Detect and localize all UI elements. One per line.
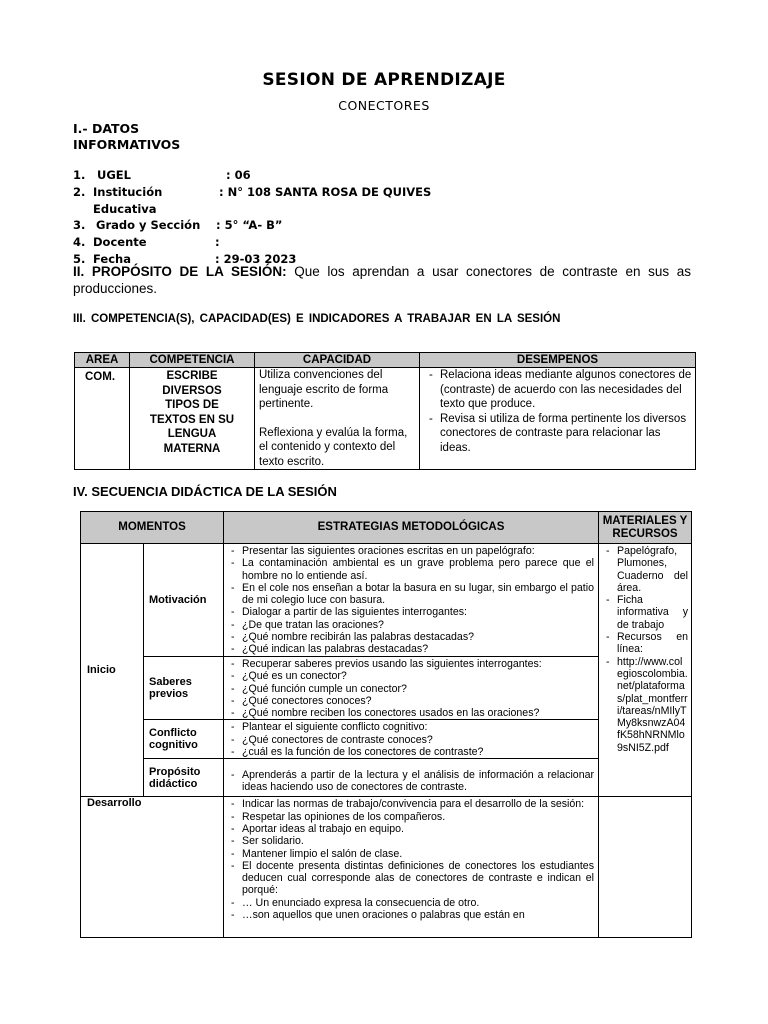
section-1-heading: I.- DATOS INFORMATIVOS bbox=[73, 121, 181, 152]
info-label: Institución Educativa bbox=[93, 184, 163, 216]
info-value: : 5° “A- B” bbox=[216, 218, 283, 233]
inicio-label: Inicio bbox=[81, 544, 144, 797]
conflicto-item: - Plantear el siguiente conflicto cognitivo: bbox=[224, 721, 594, 733]
motivacion-content bbox=[224, 544, 599, 657]
info-label: UGEL bbox=[97, 168, 131, 182]
section-3-heading: III. COMPETENCIA(S), CAPACIDAD(ES) E INDICADORES A TRABAJAR EN LA SESIÓN bbox=[73, 313, 561, 325]
info-list bbox=[73, 167, 431, 268]
conflicto-content bbox=[224, 720, 599, 759]
conflicto-item: - ¿Qué conectores de contraste conoces? bbox=[224, 734, 594, 746]
motivacion-item: - ¿De que tratan las oraciones? bbox=[224, 619, 594, 631]
materiales-cell bbox=[599, 544, 692, 797]
info-item-docente bbox=[73, 234, 431, 251]
info-value: : 06 bbox=[226, 168, 251, 182]
desarrollo-item: - Ser solidario. bbox=[224, 835, 594, 847]
saberes-item: - ¿Qué función cumple un conector? bbox=[224, 683, 594, 695]
col-materiales-header: MATERIALES Y RECURSOS bbox=[599, 512, 692, 544]
saberes-label: Saberes previos bbox=[144, 657, 224, 720]
info-num: 3. bbox=[73, 218, 86, 233]
document-title: SESION DE APRENDIZAJE bbox=[262, 70, 506, 90]
motivacion-item: - ¿Qué nombre recibirán las palabras destacadas? bbox=[224, 631, 594, 643]
competencia-cell: ESCRIBE DIVERSOS TIPOS DE TEXTOS EN SU LENGUA MATERNA bbox=[130, 368, 255, 470]
col-area-header: AREA bbox=[75, 353, 130, 368]
capacidad-2: Reflexiona y evalúa la forma, el contenido y contexto del texto escrito. bbox=[259, 426, 408, 468]
desarrollo-label: Desarrollo bbox=[81, 797, 224, 938]
material-link[interactable]: - http://www.colegioscolombia.net/plataformas/plat_montferri/tareas/nMIlyTMy8ksnwzA04fK58hNRNMlo9sNI5Z.pdf bbox=[599, 656, 688, 754]
info-label: Docente bbox=[93, 235, 147, 250]
desarrollo-item: - El docente presenta distintas definiciones de conectores los estudiantes deducen cual corresponde alas de conectores de contraste e indican el porqué: bbox=[224, 860, 594, 897]
col-desempenos-header: DESEMPENOS bbox=[420, 353, 696, 368]
saberes-item: - ¿Qué nombre reciben los conectores usados en las oraciones? bbox=[224, 707, 594, 719]
capacidad-1: Utiliza convenciones del lenguaje escrito de forma pertinente. bbox=[259, 369, 389, 410]
desarrollo-content bbox=[224, 797, 599, 938]
motivacion-item: - En el cole nos enseñan a botar la basura en su lugar, sin embargo el patio de mi colegio luce con basura. bbox=[224, 582, 594, 607]
desarrollo-item: - Aportar ideas al trabajo en equipo. bbox=[224, 823, 594, 835]
info-num: 1. bbox=[73, 168, 86, 182]
material-item: - Papelógrafo, Plumones, Cuaderno del área. bbox=[599, 545, 688, 594]
col-competencia-header: COMPETENCIA bbox=[130, 353, 255, 368]
col-capacidad-header: CAPACIDAD bbox=[255, 353, 420, 368]
proposito-content bbox=[224, 759, 599, 797]
info-num: 4. bbox=[73, 235, 86, 250]
info-label: Grado y Sección bbox=[96, 218, 201, 233]
competencias-table bbox=[74, 352, 696, 470]
motivacion-item: - Dialogar a partir de las siguientes interrogantes: bbox=[224, 606, 594, 618]
motivacion-item: - La contaminación ambiental es un grave problema pero parece que el hombre no lo entiende así. bbox=[224, 557, 594, 582]
document-subtitle: CONECTORES bbox=[338, 98, 430, 113]
desempenos-cell bbox=[420, 368, 696, 470]
desarrollo-item: - …son aquellos que unen oraciones o palabras que están en bbox=[224, 909, 594, 921]
info-item-grado bbox=[73, 217, 431, 234]
material-item: - Ficha informativa y de trabajo bbox=[599, 594, 688, 631]
col-estrategias-header: ESTRATEGIAS METODOLÓGICAS bbox=[224, 512, 599, 544]
section-2-text: Que los aprendan a usar conectores de contraste en sus as producciones. bbox=[73, 264, 691, 296]
motivacion-item: - ¿Qué indican las palabras destacadas? bbox=[224, 643, 594, 655]
section-4-heading: IV. SECUENCIA DIDÁCTICA DE LA SESIÓN bbox=[73, 484, 337, 499]
info-value: : 29-03 2023 bbox=[215, 251, 297, 266]
area-cell: COM. bbox=[75, 368, 130, 470]
table-row bbox=[75, 368, 696, 470]
desarrollo-materiales-cell bbox=[599, 797, 692, 938]
info-num: 2. bbox=[73, 184, 86, 199]
desarrollo-item: - Indicar las normas de trabajo/convivencia para el desarrollo de la sesión: bbox=[224, 798, 594, 810]
secuencia-table bbox=[80, 511, 692, 938]
info-value: : bbox=[215, 235, 220, 250]
capacidad-cell bbox=[255, 368, 420, 470]
desempeno-item: - Relaciona ideas mediante algunos conectores de (contraste) de acuerdo con las necesidades del texto que produce. bbox=[422, 368, 693, 412]
saberes-content bbox=[224, 657, 599, 720]
proposito-item: - Aprenderás a partir de la lectura y el análisis de información a relacionar ideas haciendo uso de conectores de contraste. bbox=[224, 769, 594, 794]
conflicto-item: - ¿cuál es la función de los conectores de contraste? bbox=[224, 746, 594, 758]
proposito-label: Propósito didáctico bbox=[144, 759, 224, 797]
conflicto-label: Conflicto cognitivo bbox=[144, 720, 224, 759]
motivacion-item: - Presentar las siguientes oraciones escritas en un papelógrafo: bbox=[224, 545, 594, 557]
info-label: Fecha bbox=[93, 251, 131, 266]
motivacion-label: Motivación bbox=[144, 544, 224, 657]
info-item-institucion bbox=[73, 184, 431, 218]
saberes-item: - ¿Qué conectores conoces? bbox=[224, 695, 594, 707]
saberes-item: - ¿Qué es un conector? bbox=[224, 670, 594, 682]
info-num: 5. bbox=[73, 251, 86, 266]
section-2-heading: II. PROPÓSITO DE LA SESIÓN: bbox=[73, 264, 287, 279]
material-item: - Recursos en línea: bbox=[599, 631, 688, 656]
section-2-proposito bbox=[73, 263, 691, 297]
saberes-item: - Recuperar saberes previos usando las siguientes interrogantes: bbox=[224, 658, 594, 670]
info-item-ugel bbox=[73, 167, 431, 184]
info-value: : N° 108 SANTA ROSA DE QUIVES bbox=[219, 184, 432, 199]
desempeno-item: - Revisa si utiliza de forma pertinente los diversos conectores de contraste para relacionar las ideas. bbox=[422, 412, 693, 456]
desarrollo-item: - Mantener limpio el salón de clase. bbox=[224, 848, 594, 860]
desarrollo-item: - Respetar las opiniones de los compañeros. bbox=[224, 811, 594, 823]
desarrollo-item: - … Un enunciado expresa la consecuencia de otro. bbox=[224, 897, 594, 909]
col-momentos-header: MOMENTOS bbox=[81, 512, 224, 544]
